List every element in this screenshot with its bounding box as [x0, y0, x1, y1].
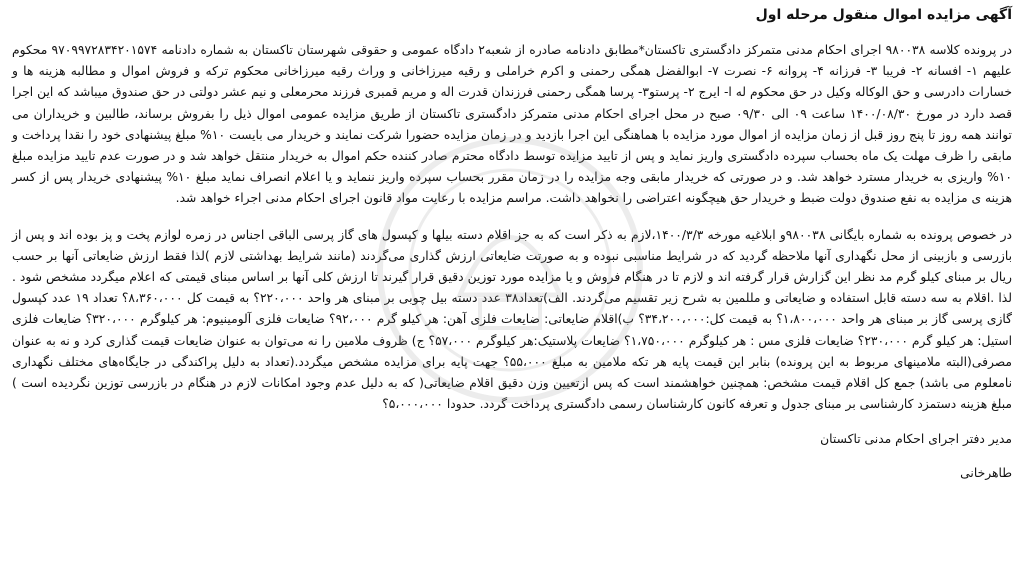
signature-title: مدیر دفتر اجرای احکام مدنی تاکستان [820, 432, 1012, 447]
notice-paragraph-2: در خصوص پرونده به شماره بایگانی ۹۸۰۰۳۸و ابلاغیه مورخه ۱۴۰۰/۳/۳،لازم به ذکر است که به جز اقلام دسته بیلها و کپسول های گاز پرسی الباقی اجناس در زمره لوازم پخت و پز بوده اند و پس از بازرسی و بازبینی از محل نگهداری آنها ملاحظه گردید که در شرایط مناسبی نبوده و به صورتت ضایعاتی ارزش گذاری می‌گردند (مانند شرایط بهداشتی لازم )لذا فقط ارزش ضایعاتی آنها بر حسب ریال بر مبنای کیلو گرم مد نظر این گزارش قرار گرفته اند و لازم تا در هنگام فروش و یا مزایده مورد توزین دقیق قرار گیرند تا ارزش کلی آنها بر اساس مبنای قیمتی که اعلام میگردد مشخص شود . لذا .اقلام به سه دسته قابل استفاده و ضایعاتی و مللمین به شرح زیر تقسیم می‌گردند. الف)تعداد۳۸ عدد دسته بیل چوبی بر مبنای هر واحد ۲۲۰،۰۰۰؟ به قیمت کل ۸،۳۶۰،۰۰۰؟ تعداد ۱۹ عدد کپسول گازی پرسی گاز بر مبنای هر واحد ۱،۸۰۰،۰۰۰؟ به قیمت کل:۳۴،۲۰۰،۰۰۰؟ ب)اقلام ضایعاتی: ضایعات فلزی آهن: هر کیلو گرم ۹۲،۰۰۰؟ ضایعات فلزی آلومینیوم: هر کیلوگرم ۳۲۰،۰۰۰؟ ضایعات فلزی استیل: هر کیلو گرم ۲۳۰،۰۰۰؟ ضایعات فلزی مس : هر کیلوگرم ۱،۷۵۰،۰۰۰؟ ضایعات پلاستیک:هر کیلوگرم ۵۷،۰۰۰؟ ج) ظروف ملامین را نه می‌توان به عنوان ضایعات قیمت گذاری کرد و نه به عنوان مصرفی(البته ملامینهای مربوط به این پرونده) بنابر این قیمت پایه هر تکه ملامین به مبلغ ۵۵،۰۰۰؟ جهت پایه برای مزایده مشخص میگردد.(تعداد به دلیل پراکندگی در جایگاه‌های مختلف نگهداری نامعلوم می باشد) جمع کل اقلام قیمت مشخص: همچنین خواهشمند است که پس ازتعیین وزن دقیق اقلام ضایعاتی( که به دلیل عدم وجود امکانات لازم در هنگام در بازرسی توزین نگردیده است ) مبلغ هزینه دستمزد کارشناسی بر مبنای جدول و تعرفه کانون کارشناسان رسمی دادگستری پرداخت گردد. حدودا ۵،۰۰۰،۰۰۰؟ [12, 227, 1013, 412]
signatory-name: طاهرخانی [960, 466, 1012, 481]
notice-title: آگهی مزایده اموال منقول مرحله اول [755, 7, 1012, 23]
notice-paragraph-1: در پرونده کلاسه ۹۸۰۰۳۸ اجرای احکام مدنی متمرکز دادگستری تاکستان*مطابق دادنامه صادره از شعبه۲ دادگاه عمومی و حقوقی شهرستان تاکستان به شماره دادنامه ۹۷۰۹۹۷۲۸۳۴۲۰۱۵۷۴ محکوم علیهم ۱- افسانه ۲- فریبا ۳- فرزانه ۴- پروانه ۶- نصرت ۷- ابوالفضل همگی رحمنی و اکرم خراملی و رقیه میرزاخانی و وراث رقیه میرزاخانی محکوم ترکه و فروش اموال و مطالبه هزینه ها و خسارات دادرسی و حق الوکاله وکیل در حق محکوم له ا- ایرج ۲- پرستو۳- پرسا همگی رحمنی فرزندان قدرت اله و مریم قمبری فرزند محرمعلی و نیم عشر دولتی در حق صندوق میباشد که این اجرا قصد دارد در مورخ ۱۴۰۰/۰۸/۳۰ ساعت ۰۹ الی ۰۹/۳۰ صبح در محل اجرای احکام مدنی متمرکز دادگستری تاکستان از طریق مزایده عمومی اموال ذیل را بفروش برساند، طالبین و خریداران می توانند همه روز تا پنج روز قبل از زمان مزایده از اموال مورد مزایده با هماهنگی این اجرا بازدید و در زمان مزایده حضورا شرکت نمایند و خریدار می بایست ۱۰% مبلغ پیشنهادی خود را نقدا پرداخت و مابقی را ظرف مهلت یک ماه بحساب سپرده دادگستری واریز نماید و پس از تایید مزایده توسط دادگاه محترم صادر کننده حکم اموال به خریدار منتقل خواهد شد و در صورت عدم تایید مزایده مبلغ ۱۰% واریزی به خریدار مسترد خواهد شد. و در صورتی که خریدار مابقی وجه مزایده را در زمان مقرر بحساب سپرده واریز ننماید و یا اعلام انصراف نماید مبلغ ۱۰% پیشنهادی خریدار پس از کسر هزینه ی مزایده به نفع صندوق دولت ضبط و خریدار حق هیچگونه اعتراضی را نخواهد داشت. مراسم مزایده با رعایت مواد قانون اجرای احکام مدنی اجراء خواهد شد. [12, 43, 1013, 206]
